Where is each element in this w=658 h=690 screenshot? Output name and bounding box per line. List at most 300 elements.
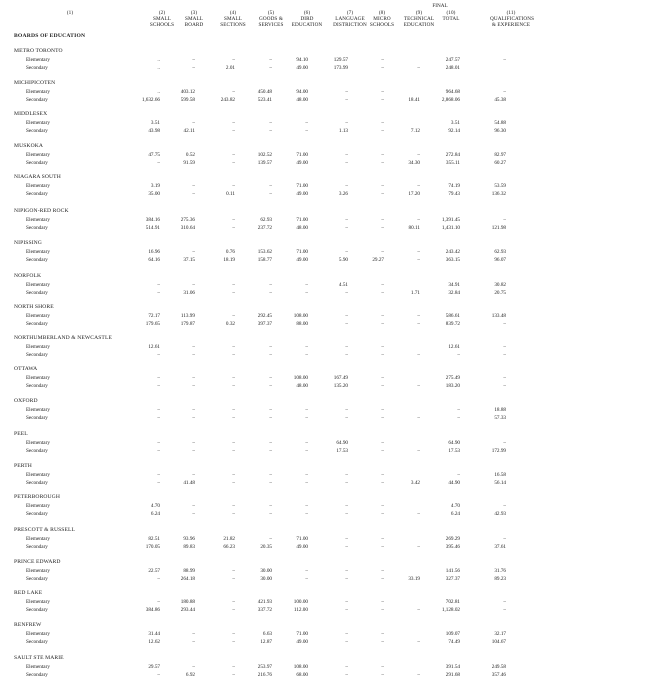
table-row — [0, 282, 658, 290]
table-cell: 7.12 — [410, 128, 420, 134]
table-cell: – — [381, 183, 384, 189]
board-section — [0, 240, 658, 272]
table-cell: – — [381, 57, 384, 63]
table-cell: – — [269, 440, 272, 446]
column-header-11 — [490, 10, 535, 28]
table-row — [0, 321, 658, 329]
table-cell: 172.99 — [491, 448, 506, 454]
table-cell: – — [417, 313, 420, 319]
table-cell: – — [417, 448, 420, 454]
table-cell: 248.01 — [445, 65, 460, 71]
table-cell: – — [232, 639, 235, 645]
table-cell: – — [345, 407, 348, 413]
table-cell: – — [269, 191, 272, 197]
table-cell: 3.26 — [338, 191, 348, 197]
table-cell: 17.53 — [448, 448, 460, 454]
table-cell: – — [157, 415, 160, 421]
row-label: Secondary — [26, 257, 48, 263]
table-cell: 293.44 — [180, 607, 195, 613]
row-label: Elementary — [26, 664, 50, 670]
table-cell: – — [269, 344, 272, 350]
column-title: TECHNICAL EDUCATION — [403, 16, 435, 28]
row-label: Elementary — [26, 375, 50, 381]
table-cell: 450.48 — [257, 89, 272, 95]
table-cell: 47.75 — [148, 152, 160, 158]
table-cell: 48.00 — [296, 225, 308, 231]
table-cell: – — [417, 65, 420, 71]
table-row — [0, 503, 658, 511]
row-label: Secondary — [26, 321, 48, 327]
table-cell: – — [269, 415, 272, 421]
table-cell: – — [381, 631, 384, 637]
table-cell: – — [503, 352, 506, 358]
table-cell: 1,128.02 — [441, 607, 460, 613]
table-cell: 71.00 — [296, 183, 308, 189]
table-cell: 0.32 — [225, 321, 235, 327]
table-cell: – — [232, 568, 235, 574]
table-cell: 403.12 — [180, 89, 195, 95]
table-cell: 391.54 — [445, 664, 460, 670]
table-cell: – — [345, 152, 348, 158]
table-cell: 158.77 — [257, 257, 272, 263]
table-cell: – — [192, 57, 195, 63]
table-cell: 0.11 — [226, 191, 235, 197]
table-cell: 74.49 — [448, 639, 460, 645]
table-cell: 71.00 — [296, 217, 308, 223]
table-cell: 384.16 — [145, 217, 160, 223]
table-cell: – — [192, 440, 195, 446]
table-cell: 272.84 — [445, 152, 460, 158]
board-section — [0, 559, 658, 591]
table-cell: 29.57 — [148, 664, 160, 670]
table-row — [0, 536, 658, 544]
column-number: (11) — [506, 10, 516, 16]
table-cell: 20.35 — [260, 544, 272, 550]
board-name: OTTAWA — [14, 366, 38, 372]
table-cell: 72.17 — [148, 313, 160, 319]
table-cell: 57.33 — [494, 415, 506, 421]
table-cell: 12.62 — [148, 639, 160, 645]
table-row — [0, 664, 658, 672]
table-row — [0, 568, 658, 576]
table-cell: – — [381, 448, 384, 454]
table-cell: 71.00 — [296, 536, 308, 542]
table-cell: – — [381, 576, 384, 582]
table-cell: – — [157, 160, 160, 166]
table-cell: – — [232, 383, 235, 389]
table-cell: – — [381, 352, 384, 358]
table-cell: – — [305, 472, 308, 478]
table-cell: 523.41 — [257, 97, 272, 103]
table-cell: 108.00 — [293, 375, 308, 381]
table-cell: 37.61 — [494, 544, 506, 550]
table-cell: 71.00 — [296, 631, 308, 637]
table-row — [0, 152, 658, 160]
table-cell: – — [457, 352, 460, 358]
table-cell: 22.57 — [148, 568, 160, 574]
table-cell: 1,632.66 — [141, 97, 160, 103]
table-cell: – — [381, 375, 384, 381]
table-cell: – — [305, 503, 308, 509]
table-cell: – — [381, 249, 384, 255]
board-section — [0, 273, 658, 305]
table-cell: – — [269, 57, 272, 63]
table-cell: – — [345, 321, 348, 327]
table-cell: 32.17 — [494, 631, 506, 637]
table-row — [0, 375, 658, 383]
column-number: (6) — [303, 10, 311, 16]
column-title: DIRD EDUCATION — [291, 16, 323, 28]
table-cell: – — [417, 607, 420, 613]
table-cell: – — [232, 183, 235, 189]
table-cell: – — [305, 480, 308, 486]
table-cell: 17.53 — [336, 448, 348, 454]
board-section — [0, 48, 658, 80]
table-row — [0, 183, 658, 191]
table-cell: 20.75 — [494, 290, 506, 296]
table-cell: – — [381, 217, 384, 223]
table-cell: 37.15 — [183, 257, 195, 263]
table-cell: – — [345, 217, 348, 223]
table-row — [0, 544, 658, 552]
row-label: Elementary — [26, 503, 50, 509]
table-cell: 32.84 — [448, 290, 460, 296]
table-cell: – — [503, 321, 506, 327]
table-cell: – — [192, 375, 195, 381]
row-label: Secondary — [26, 383, 48, 389]
table-cell: – — [381, 407, 384, 413]
table-cell: – — [381, 664, 384, 670]
table-cell: 34.30 — [408, 160, 420, 166]
table-cell: – — [192, 503, 195, 509]
table-cell: 243.82 — [220, 97, 235, 103]
table-cell: – — [232, 57, 235, 63]
table-cell: 2,868.06 — [441, 97, 460, 103]
table-cell: – — [232, 152, 235, 158]
table-cell: 102.52 — [257, 152, 272, 158]
column-title: QUALIFICATIONS & EXPERIENCE — [490, 16, 535, 28]
table-cell: – — [269, 511, 272, 517]
table-cell: – — [417, 672, 420, 678]
table-cell: – — [192, 631, 195, 637]
table-cell: 82.97 — [494, 152, 506, 158]
table-cell: 104.67 — [491, 639, 506, 645]
table-cell: 48.00 — [296, 383, 308, 389]
table-cell: 384.86 — [145, 607, 160, 613]
table-cell: – — [232, 472, 235, 478]
board-name: PETERBOROUGH — [14, 494, 60, 500]
table-cell: 60.27 — [494, 160, 506, 166]
table-cell: 49.00 — [296, 191, 308, 197]
table-cell: – — [381, 383, 384, 389]
row-label: Secondary — [26, 607, 48, 613]
table-cell: – — [157, 480, 160, 486]
table-cell: – — [381, 128, 384, 134]
table-cell: – — [345, 225, 348, 231]
table-cell: – — [232, 225, 235, 231]
table-cell: 71.00 — [296, 152, 308, 158]
table-cell: – — [381, 511, 384, 517]
column-header-7 — [331, 10, 369, 28]
table-cell: 100.00 — [293, 599, 308, 605]
table-cell: – — [381, 536, 384, 542]
table-cell: – — [305, 344, 308, 350]
table-row — [0, 631, 658, 639]
table-cell: 133.48 — [491, 313, 506, 319]
board-name: SAULT STE MARIE — [14, 655, 64, 661]
table-row — [0, 352, 658, 360]
table-cell: 31.76 — [494, 568, 506, 574]
row-label: Secondary — [26, 225, 48, 231]
table-cell: 4.70 — [150, 503, 160, 509]
table-cell: – — [503, 503, 506, 509]
table-cell: 0.76 — [225, 249, 235, 255]
table-cell: 599.58 — [180, 97, 195, 103]
table-cell: – — [345, 313, 348, 319]
table-cell: – — [381, 599, 384, 605]
table-cell: – — [232, 599, 235, 605]
table-cell: – — [381, 191, 384, 197]
table-cell: – — [157, 407, 160, 413]
table-cell: – — [345, 290, 348, 296]
column-title: MICRO SCHOOLS — [369, 16, 395, 28]
table-cell: .. — [157, 65, 160, 71]
table-cell: – — [381, 344, 384, 350]
table-cell: – — [192, 65, 195, 71]
table-cell: 6.63 — [262, 631, 272, 637]
board-section — [0, 431, 658, 463]
table-cell: 49.00 — [296, 639, 308, 645]
table-cell: – — [232, 415, 235, 421]
table-cell: – — [503, 89, 506, 95]
column-header-2 — [148, 10, 176, 28]
table-cell: – — [345, 544, 348, 550]
table-cell: 6.24 — [150, 511, 160, 517]
row-label: Elementary — [26, 120, 50, 126]
table-row — [0, 97, 658, 105]
row-label: Elementary — [26, 152, 50, 158]
table-cell: .. — [157, 57, 160, 63]
table-cell: – — [417, 183, 420, 189]
column-header-6 — [290, 10, 324, 28]
table-cell: 179.65 — [145, 321, 160, 327]
board-section — [0, 494, 658, 526]
column-title: SMALL SECTIONS — [220, 16, 246, 28]
table-cell: 41.48 — [183, 480, 195, 486]
table-cell: – — [503, 375, 506, 381]
table-cell: 17.20 — [408, 191, 420, 197]
table-row — [0, 120, 658, 128]
board-section — [0, 590, 658, 622]
table-cell: – — [457, 472, 460, 478]
boards-heading: BOARDS OF EDUCATION — [14, 33, 86, 39]
table-cell: – — [381, 120, 384, 126]
table-cell: 586.61 — [445, 313, 460, 319]
table-cell: – — [269, 407, 272, 413]
table-cell: 136.32 — [491, 191, 506, 197]
table-cell: – — [345, 415, 348, 421]
table-cell: 89.23 — [494, 576, 506, 582]
table-cell: – — [232, 120, 235, 126]
table-cell: – — [417, 352, 420, 358]
table-cell: – — [503, 344, 506, 350]
table-cell: 4.70 — [450, 503, 460, 509]
board-name: PEEL — [14, 431, 28, 437]
table-cell: – — [269, 183, 272, 189]
table-cell: – — [157, 282, 160, 288]
table-cell: – — [192, 383, 195, 389]
table-cell: 2.01 — [225, 65, 235, 71]
table-row — [0, 57, 658, 65]
row-label: Secondary — [26, 128, 48, 134]
table-cell: – — [381, 290, 384, 296]
row-label: Secondary — [26, 480, 48, 486]
board-name: NIAGARA SOUTH — [14, 174, 61, 180]
table-row — [0, 313, 658, 321]
board-name: MICHIPICOTEN — [14, 80, 56, 86]
table-cell: 247.57 — [445, 57, 460, 63]
table-cell: – — [232, 448, 235, 454]
table-cell: 62.93 — [260, 217, 272, 223]
table-cell: – — [269, 65, 272, 71]
table-row — [0, 415, 658, 423]
table-cell: – — [232, 407, 235, 413]
table-cell: – — [417, 217, 420, 223]
table-cell: 421.93 — [257, 599, 272, 605]
table-cell: 3.51 — [450, 120, 460, 126]
table-cell: 363.15 — [445, 257, 460, 263]
table-row — [0, 89, 658, 97]
table-cell: – — [345, 97, 348, 103]
table-cell: – — [157, 472, 160, 478]
row-label: Elementary — [26, 217, 50, 223]
table-cell: 355.11 — [445, 160, 460, 166]
table-cell: – — [345, 89, 348, 95]
row-label: Secondary — [26, 639, 48, 645]
table-cell: – — [417, 639, 420, 645]
row-label: Secondary — [26, 448, 48, 454]
table-cell: – — [345, 352, 348, 358]
table-row — [0, 191, 658, 199]
column-title: SMALL BOARD — [184, 16, 204, 28]
table-cell: 18.19 — [223, 257, 235, 263]
board-name: METRO TORONTO — [14, 48, 63, 54]
table-cell: – — [381, 672, 384, 678]
table-cell: – — [381, 225, 384, 231]
table-row — [0, 672, 658, 680]
table-cell: 3.19 — [150, 183, 160, 189]
table-cell: 113.99 — [180, 313, 195, 319]
table-cell: 74.19 — [448, 183, 460, 189]
table-cell: 269.29 — [445, 536, 460, 542]
table-cell: 49.00 — [296, 160, 308, 166]
table-cell: 253.97 — [257, 664, 272, 670]
table-cell: – — [232, 282, 235, 288]
table-cell: – — [345, 480, 348, 486]
column-number: (7) — [346, 10, 354, 16]
table-cell: 275.49 — [445, 375, 460, 381]
table-cell: 139.57 — [257, 160, 272, 166]
table-cell: – — [232, 352, 235, 358]
table-cell: – — [305, 120, 308, 126]
table-cell: 30.00 — [260, 568, 272, 574]
table-cell: – — [157, 576, 160, 582]
table-cell: 18.88 — [494, 407, 506, 413]
table-cell: 56.14 — [494, 480, 506, 486]
board-name: RENFREW — [14, 622, 42, 628]
table-cell: – — [417, 544, 420, 550]
table-cell: – — [345, 120, 348, 126]
table-row — [0, 472, 658, 480]
table-cell: – — [305, 282, 308, 288]
table-cell: 3.51 — [150, 120, 160, 126]
board-name: PRESCOTT & RUSSELL — [14, 527, 76, 533]
board-name: PERTH — [14, 463, 32, 469]
table-cell: 291.68 — [445, 672, 460, 678]
table-cell: – — [305, 352, 308, 358]
board-name: NORFOLK — [14, 273, 42, 279]
table-cell: 33.19 — [408, 576, 420, 582]
table-cell: – — [503, 383, 506, 389]
table-cell: – — [305, 511, 308, 517]
table-row — [0, 599, 658, 607]
table-cell: 12.87 — [260, 639, 272, 645]
table-cell: – — [381, 89, 384, 95]
table-cell: 1,391.45 — [441, 217, 460, 223]
table-cell: – — [417, 415, 420, 421]
table-cell: – — [157, 448, 160, 454]
table-cell: – — [345, 631, 348, 637]
row-label: Secondary — [26, 65, 48, 71]
table-cell: 1.13 — [338, 128, 348, 134]
table-cell: – — [157, 352, 160, 358]
table-row — [0, 576, 658, 584]
table-cell: – — [345, 160, 348, 166]
table-cell: – — [345, 664, 348, 670]
table-cell: – — [232, 631, 235, 637]
table-cell: 395.46 — [445, 544, 460, 550]
table-cell: – — [269, 290, 272, 296]
table-cell: 31.44 — [148, 631, 160, 637]
table-cell: 42.93 — [494, 511, 506, 517]
row-label: Elementary — [26, 282, 50, 288]
column-number: (8) — [378, 10, 386, 16]
table-cell: 64.16 — [148, 257, 160, 263]
table-cell: – — [417, 152, 420, 158]
column-header-1 — [60, 10, 80, 16]
table-cell: – — [232, 664, 235, 670]
table-cell: – — [157, 672, 160, 678]
table-cell: – — [305, 128, 308, 134]
table-cell: 109.07 — [445, 631, 460, 637]
table-row — [0, 639, 658, 647]
table-cell: – — [381, 503, 384, 509]
table-cell: 310.64 — [180, 225, 195, 231]
table-row — [0, 607, 658, 615]
row-label: Secondary — [26, 290, 48, 296]
table-cell: 357.46 — [491, 672, 506, 678]
table-cell: 108.00 — [293, 664, 308, 670]
board-name: NORTH SHORE — [14, 304, 54, 310]
table-cell: 3.42 — [410, 480, 420, 486]
table-cell: 54.88 — [494, 120, 506, 126]
table-cell: 79.43 — [448, 191, 460, 197]
table-cell: 6.92 — [185, 672, 195, 678]
table-cell: – — [381, 152, 384, 158]
table-cell: – — [269, 128, 272, 134]
table-cell: 18.41 — [408, 97, 420, 103]
table-cell: – — [381, 97, 384, 103]
